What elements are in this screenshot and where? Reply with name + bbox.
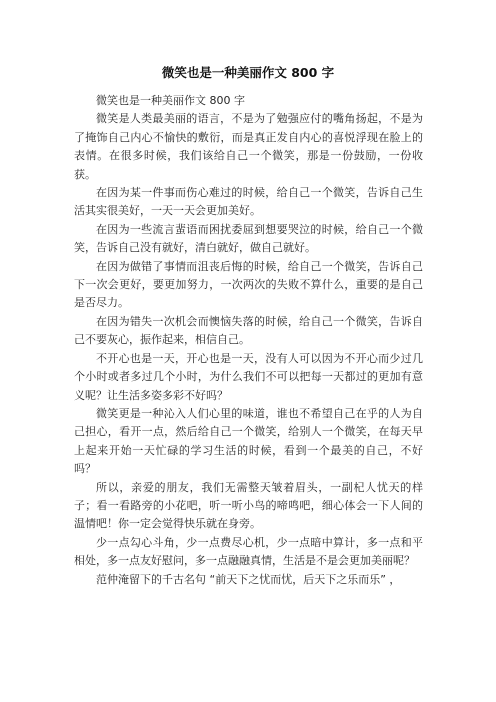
paragraph: 范仲淹留下的千古名句 “前天下之忧而忧，后天下之乐而乐” ， bbox=[96, 572, 401, 586]
paragraph: 微笑更是一种沁入人们心里的味道，谁也不希望自己在乎的人为自己担心，看开一点，然后给自己一个微笑，给别人一个微笑，在每天早上起来开始一天忙碌的学习生活的时候，看到一个最美的自己，不好吗？ bbox=[74, 406, 423, 476]
paragraph: 在因为做错了事情而沮丧后悔的时候，给自己一个微笑，告诉自己下一次会更好，要更加努力，一次两次的失败不算什么，重要的是自己是否尽力。 bbox=[74, 259, 423, 310]
paragraph-subtitle: 微笑也是一种美丽作文 800 字 bbox=[96, 94, 245, 107]
document-body bbox=[74, 92, 423, 589]
paragraph: 不开心也是一天，开心也是一天，没有人可以因为不开心而少过几个小时或者多过几个小时，为什么我们不可以把每一天都过的更加有意义呢？让生活多姿多彩不好吗？ bbox=[74, 351, 423, 402]
paragraph: 所以，亲爱的朋友，我们无需整天皱着眉头，一副杞人忧天的样子；看一看路旁的小花吧，听一听小鸟的啼鸣吧，细心体会一下人间的温情吧！你一定会觉得快乐就在身旁。 bbox=[74, 480, 423, 531]
document-title: 微笑也是一种美丽作文 800 字 bbox=[161, 65, 335, 80]
paragraph: 微笑是人类最美丽的语言，不是为了勉强应付的嘴角扬起，不是为了掩饰自己内心不愉快的敷衍，而是真正发自内心的喜悦浮现在脸上的表情。在很多时候，我们该给自己一个微笑，那是一份鼓励，一份收获。 bbox=[74, 112, 423, 181]
paragraph: 在因为一些流言蜚语而困扰委屈到想要哭泣的时候，给自己一个微笑，告诉自己没有就好，清白就好，做自己就好。 bbox=[74, 222, 423, 255]
paragraph: 少一点勾心斗角，少一点费尽心机，少一点暗中算计，多一点和平相处，多一点友好慰问，多一点融融真情，生活是不是会更加美丽呢？ bbox=[74, 535, 423, 568]
paragraph: 在因为某一件事而伤心难过的时候，给自己一个微笑，告诉自己生活其实很美好，一天一天会更加美好。 bbox=[74, 186, 423, 218]
paragraph: 在因为错失一次机会而懊恼失落的时候，给自己一个微笑，告诉自己不要灰心，振作起来，相信自己。 bbox=[74, 314, 423, 347]
